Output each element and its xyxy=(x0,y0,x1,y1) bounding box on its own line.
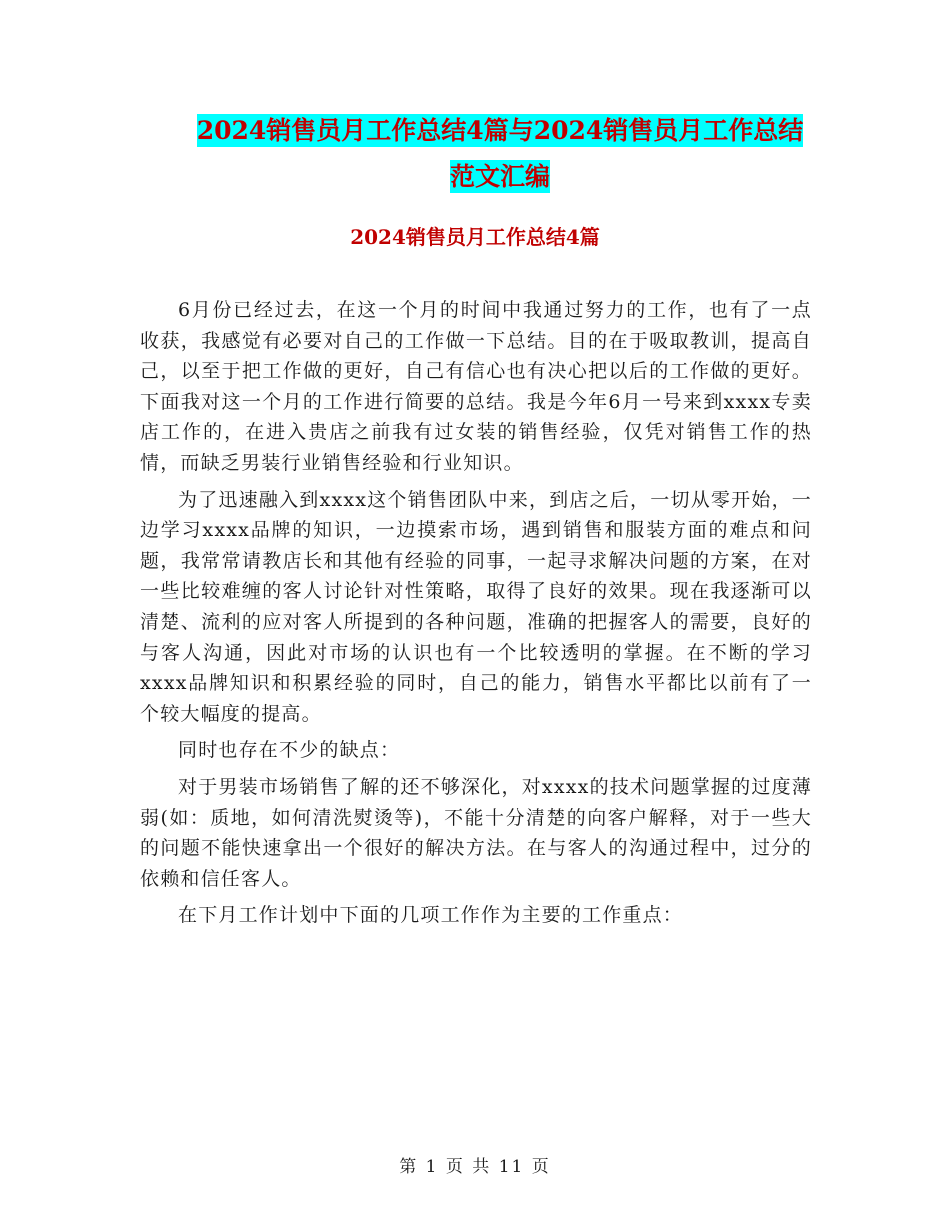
document-title-line-2: 范文汇编 xyxy=(449,162,550,191)
document-title-line-1: 2024销售员月工作总结4篇与2024销售员月工作总结 xyxy=(196,116,804,145)
page-footer: 第 1 页 共 11 页 xyxy=(399,1157,551,1177)
paragraph-5: 在下月工作计划中下面的几项工作作为主要的工作重点： xyxy=(178,904,684,927)
paragraph-2: 为了迅速融入到xxxx这个销售团队中来，到店之后，一切从零开始，一边学习xxxx品牌的知识，一边摸索市场，遇到销售和服装方面的难点和问题，我常常请教店长和其他有经验的同事，一起寻求解决问题的方案，在对一些比较难缠的客人讨论针对性策略，取得了良好的效果。现在我逐渐可以清楚、流利的应对客人所提到的各种问题，准确的把握客人的需要，良好的与客人沟通，因此对市场的认识也有一个比较透明的掌握。在不断的学习xxxx品牌知识和积累经验的同时，自己的能力，销售水平都比以前有了一个较大幅度的提高。 xyxy=(140,488,812,725)
document-body xyxy=(140,295,812,937)
document-title xyxy=(140,108,860,200)
paragraph-3: 同时也存在不少的缺点： xyxy=(178,739,401,762)
paragraph-4: 对于男装市场销售了解的还不够深化，对xxxx的技术问题掌握的过度薄弱(如：质地，如何清洗熨烫等)，不能十分清楚的向客户解释，对于一些大的问题不能快速拿出一个很好的解决方法。在与客人的沟通过程中，过分的依赖和信任客人。 xyxy=(140,775,812,890)
paragraph-1: 6月份已经过去，在这一个月的时间中我通过努力的工作，也有了一点收获，我感觉有必要对自己的工作做一下总结。目的在于吸取教训，提高自己，以至于把工作做的更好，自己有信心也有决心把以后的工作做的更好。下面我对这一个月的工作进行简要的总结。我是今年6月一号来到xxxx专卖店工作的，在进入贵店之前我有过女装的销售经验，仅凭对销售工作的热情，而缺乏男装行业销售经验和行业知识。 xyxy=(140,299,812,474)
section-title: 2024销售员月工作总结4篇 xyxy=(350,225,600,249)
